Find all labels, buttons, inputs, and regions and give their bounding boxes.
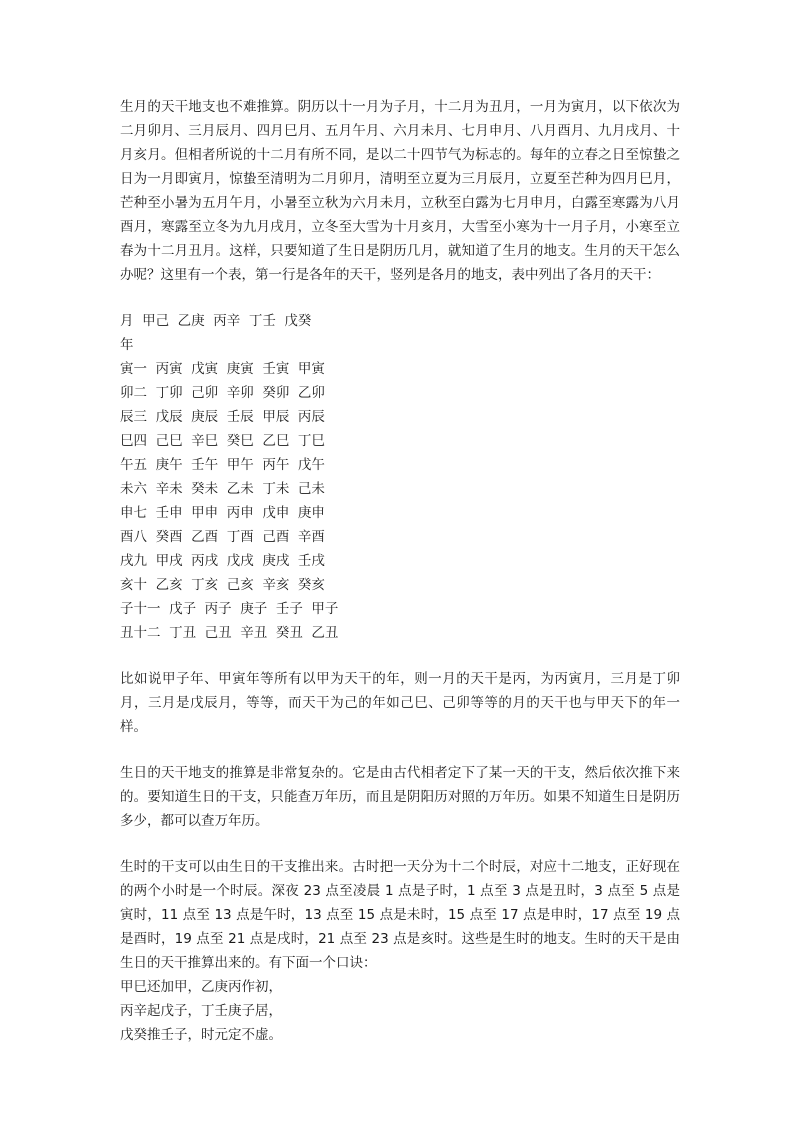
example-paragraph: 比如说甲子年、甲寅年等所有以甲为天干的年，则一月的天干是丙，为丙寅月，三月是丁卯月，三月是戊辰月，等等，而天干为己的年如己巳、己卯等等的月的天干也与甲天下的年一样。: [120, 671, 680, 735]
mnemonic-verse: [120, 975, 680, 1047]
table-row: 午五 庚午 壬午 甲午 丙午 戊午: [120, 457, 325, 473]
table-row: 子十一 戊子 丙子 庚子 壬子 甲子: [120, 601, 339, 617]
paragraph-gap: [120, 645, 680, 667]
birth-day-paragraph: 生日的天干地支的推算是非常复杂的。它是由古代相者定下了某一天的干支，然后依次推下来的。要知道生日的干支，只能查万年历，而且是阴阳历对照的万年历。如果不知道生日是阴历多少，都可以查万年历。: [120, 765, 680, 829]
table-row: 亥十 乙亥 丁亥 己亥 辛亥 癸亥: [120, 577, 325, 593]
table-row: 卯二 丁卯 己卯 辛卯 癸卯 乙卯: [120, 385, 325, 401]
verse-line: 丙辛起戊子，丁壬庚子居，: [120, 1003, 282, 1019]
intro-paragraph: 生月的天干地支也不难推算。阴历以十一月为子月，十二月为丑月，一月为寅月，以下依次为二月卯月、三月辰月、四月巳月、五月午月、六月未月、七月申月、八月酉月、九月戌月、十月亥月。但相者所说的十二月有所不同，是以二十四节气为标志的。每年的立春之日至惊蛰之日为一月即寅月，惊蛰至清明为二月卯月，清明至立夏为三月辰月，立夏至芒种为四月巳月，芒种至小暑为五月午月，小暑至立秋为六月未月，立秋至白露为七月申月，白露至寒露为八月酉月，寒露至立冬为九月戌月，立冬至大雪为十月亥月，大雪至小寒为十一月子月，小寒至立春为十二月丑月。这样，只要知道了生日是阴历几月，就知道了生月的地支。生月的天干怎么办呢？这里有一个表，第一行是各年的天干，竖列是各月的地支，表中列出了各月的天干：: [120, 99, 680, 283]
month-stem-table: [120, 309, 680, 645]
paragraph-gap: [120, 287, 680, 309]
document-page: [120, 95, 680, 1047]
table-row: 辰三 戊辰 庚辰 壬辰 甲辰 丙辰: [120, 409, 325, 425]
table-header-year: 年: [120, 337, 134, 353]
paragraph-gap: [120, 833, 680, 855]
table-row: 巳四 己巳 辛巳 癸巳 乙巳 丁巳: [120, 433, 325, 449]
verse-line: 甲巳还加甲，乙庚丙作初，: [120, 979, 282, 995]
table-row: 申七 壬申 甲申 丙申 戊申 庚申: [120, 505, 325, 521]
table-row: 酉八 癸酉 乙酉 丁酉 己酉 辛酉: [120, 529, 325, 545]
paragraph-gap: [120, 739, 680, 761]
table-row: 未六 辛未 癸未 乙未 丁未 己未: [120, 481, 325, 497]
verse-line: 戊癸推壬子，时元定不虚。: [120, 1027, 282, 1043]
table-row: 寅一 丙寅 戊寅 庚寅 壬寅 甲寅: [120, 361, 325, 377]
table-row: 戌九 甲戌 丙戌 戊戌 庚戌 壬戌: [120, 553, 325, 569]
table-row: 丑十二 丁丑 己丑 辛丑 癸丑 乙丑: [120, 625, 339, 641]
birth-hour-paragraph: 生时的干支可以由生日的干支推出来。古时把一天分为十二个时辰，对应十二地支，正好现在的两个小时是一个时辰。深夜 23 点至凌晨 1 点是子时，1 点至 3 点是丑时，3 点至 5 点是寅时，11 点至 13 点是午时，13 点至 15 点是未时，15 点至 17 点是申时，17 点至 19 点是酉时，19 点至 21 点是戌时，21 点至 23 点是亥时。这些是生时的地支。生时的天干是由生日的天干推算出来的。有下面一个口诀：: [120, 859, 680, 971]
table-header-row: 月 甲己 乙庚 丙辛 丁壬 戊癸: [120, 313, 312, 329]
